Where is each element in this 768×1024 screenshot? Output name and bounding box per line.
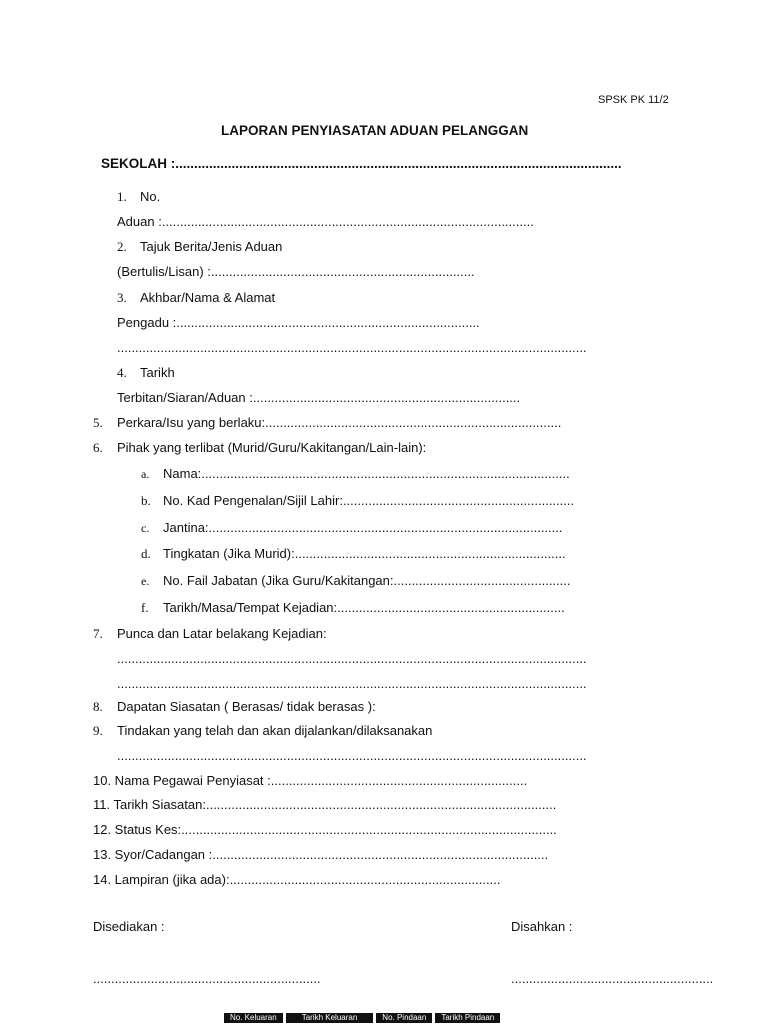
prepared-by-label: Disediakan : bbox=[93, 919, 165, 934]
item-1-number: 1. bbox=[117, 189, 127, 204]
item-6-number: 6. bbox=[93, 440, 103, 455]
findings-label: Dapatan Siasatan ( Berasas/ tidak berasas ): bbox=[117, 699, 376, 714]
item-3-number: 3. bbox=[117, 290, 127, 305]
publication-date-field[interactable]: Terbitan/Siaran/Aduan :.......................................................................... bbox=[117, 390, 521, 405]
incident-datetime-field[interactable]: Tarikh/Masa/Tempat Kejadian:............................................................... bbox=[163, 600, 565, 615]
document-control-table bbox=[224, 1013, 503, 1023]
item-4-label: Tarikh bbox=[140, 365, 175, 380]
sub-f-letter: f. bbox=[141, 600, 149, 615]
sub-c-letter: c. bbox=[141, 521, 150, 535]
document-code: SPSK PK 11/2 bbox=[598, 94, 669, 106]
issue-number-header: No. Keluaran bbox=[224, 1013, 283, 1023]
item-8-number: 8. bbox=[93, 699, 103, 714]
cause-field-line-2[interactable]: .................................................................................................................................. bbox=[117, 676, 587, 691]
item-7-label: Punca dan Latar belakang Kejadian: bbox=[117, 626, 327, 641]
item-4-number: 4. bbox=[117, 365, 127, 380]
page-title: LAPORAN PENYIASATAN ADUAN PELANGGAN bbox=[221, 123, 529, 138]
item-9-number: 9. bbox=[93, 723, 103, 738]
amendment-number-header: No. Pindaan bbox=[376, 1013, 432, 1023]
gender-field[interactable]: Jantina:.................................................................................................. bbox=[163, 520, 563, 535]
file-number-field[interactable]: No. Fail Jabatan (Jika Guru/Kakitangan:................................................. bbox=[163, 573, 571, 588]
investigation-date-field[interactable]: 11. Tarikh Siasatan:................................................................................................. bbox=[93, 797, 557, 812]
cause-field-line-1[interactable]: .................................................................................................................................. bbox=[117, 651, 587, 666]
attachment-field[interactable]: 14. Lampiran (jika ada):........................................................................... bbox=[93, 872, 501, 887]
sub-b-letter: b. bbox=[141, 493, 151, 508]
complainant-field-line-2[interactable]: .................................................................................................................................. bbox=[117, 340, 587, 355]
complaint-type-field[interactable]: (Bertulis/Lisan) :......................................................................... bbox=[117, 264, 475, 279]
sub-d-letter: d. bbox=[141, 546, 151, 561]
sub-e-letter: e. bbox=[141, 574, 150, 588]
item-2-label: Tajuk Berita/Jenis Aduan bbox=[140, 239, 283, 254]
amendment-date-header: Tarikh Pindaan bbox=[435, 1013, 500, 1023]
item-1-label: No. bbox=[140, 189, 161, 204]
complaint-number-field[interactable]: Aduan :....................................................................................................... bbox=[117, 214, 534, 229]
item-6-label: Pihak yang terlibat (Murid/Guru/Kakitangan/Lain-lain): bbox=[117, 440, 427, 455]
investigator-name-field[interactable]: 10. Nama Pegawai Penyiasat :....................................................................... bbox=[93, 773, 528, 788]
item-3-label: Akhbar/Nama & Alamat bbox=[140, 290, 276, 305]
case-status-field[interactable]: 12. Status Kes:........................................................................................................ bbox=[93, 822, 557, 837]
approved-by-signature-line[interactable]: ........................................................ bbox=[511, 971, 714, 986]
prepared-by-signature-line[interactable]: ............................................................... bbox=[93, 971, 321, 986]
item-7-number: 7. bbox=[93, 626, 103, 641]
approved-by-label: Disahkan : bbox=[511, 919, 573, 934]
issue-date-header: Tarikh Keluaran bbox=[286, 1013, 374, 1023]
grade-field[interactable]: Tingkatan (Jika Murid):........................................................................... bbox=[163, 546, 566, 561]
id-number-field[interactable]: No. Kad Pengenalan/Sijil Lahir:................................................................ bbox=[163, 493, 575, 508]
name-field[interactable]: Nama:...................................................................................................... bbox=[163, 466, 570, 481]
sub-a-letter: a. bbox=[141, 467, 150, 481]
complainant-field[interactable]: Pengadu :.................................................................................... bbox=[117, 315, 480, 330]
recommendation-field[interactable]: 13. Syor/Cadangan :............................................................................................. bbox=[93, 847, 549, 862]
action-field[interactable]: .................................................................................................................................. bbox=[117, 748, 587, 763]
issue-field[interactable]: Perkara/Isu yang berlaku:.................................................................................. bbox=[117, 415, 562, 430]
item-5-number: 5. bbox=[93, 415, 103, 430]
school-field[interactable]: SEKOLAH :....................................................................................................................... bbox=[101, 156, 622, 171]
item-2-number: 2. bbox=[117, 239, 127, 254]
action-label: Tindakan yang telah dan akan dijalankan/dilaksanakan bbox=[117, 723, 433, 738]
